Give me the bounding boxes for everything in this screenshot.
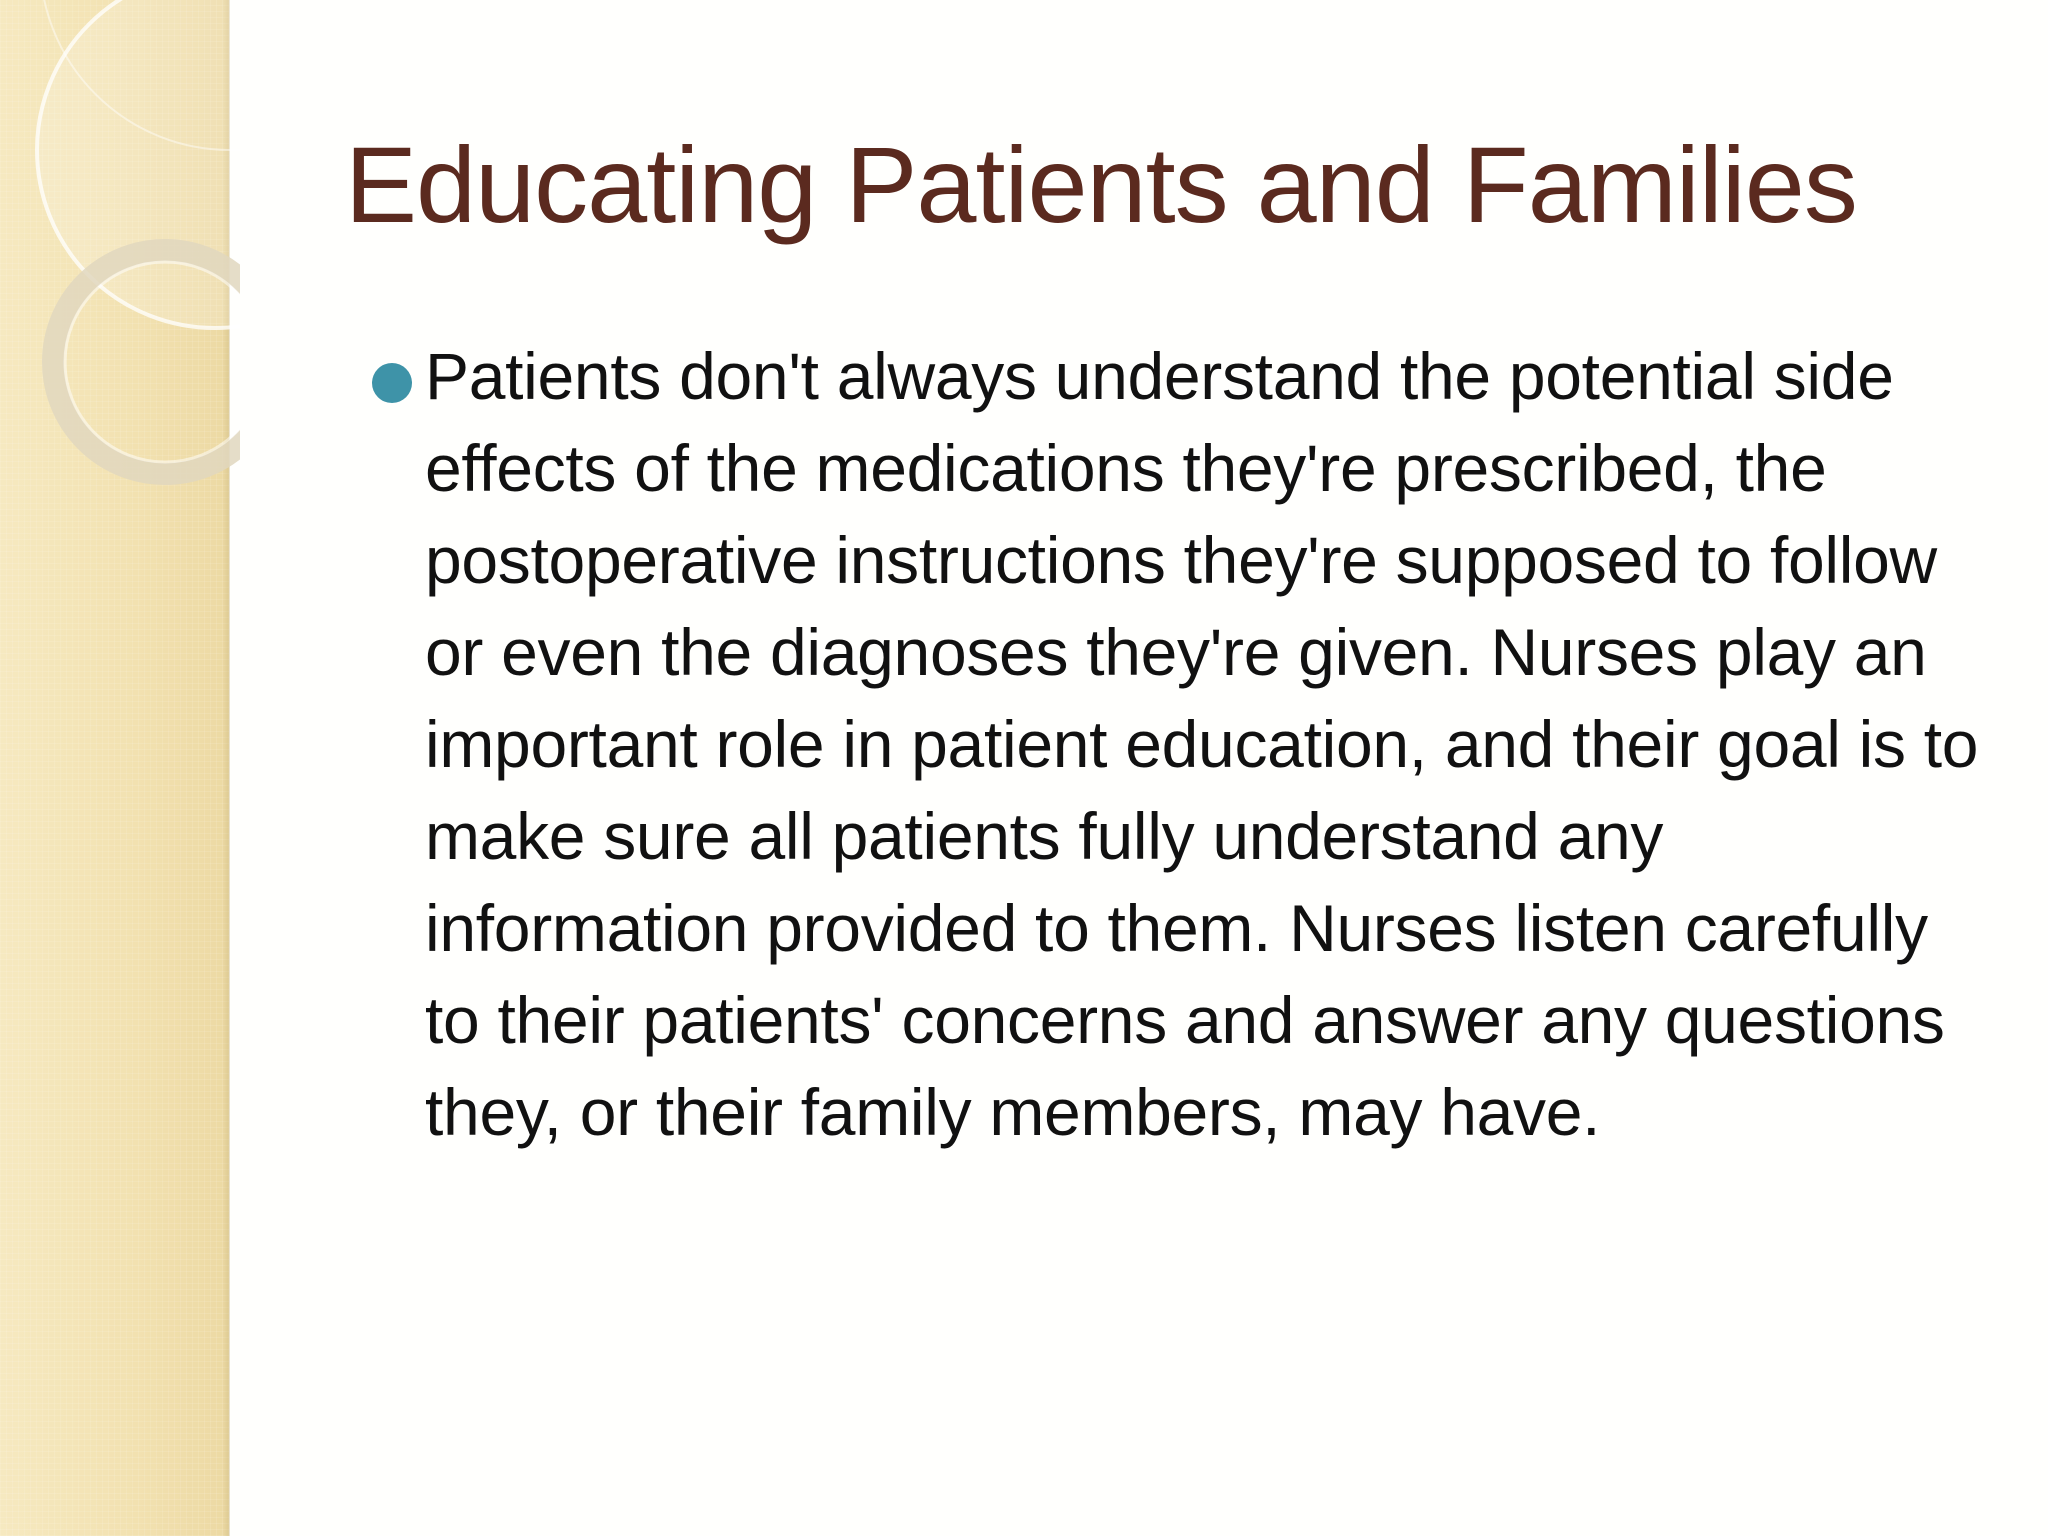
- slide-title: Educating Patients and Families: [345, 124, 1857, 245]
- bullet-item: [372, 330, 1992, 1158]
- bullet-text: Patients don't always understand the potential side effects of the medications they're prescribed, the postoperative instructions they're supposed to follow or even the diagnoses they're given. Nurses play an important role in patient education, and their goal is to make sure all patients fully understand any information provided to them. Nurses listen carefully to their patients' concerns and answer any questions they, or their family members, may have.: [425, 339, 1979, 1149]
- decorative-rings-icon: [0, 0, 240, 520]
- bullet-dot-icon: [372, 363, 412, 403]
- bullet-list: [372, 330, 1992, 1158]
